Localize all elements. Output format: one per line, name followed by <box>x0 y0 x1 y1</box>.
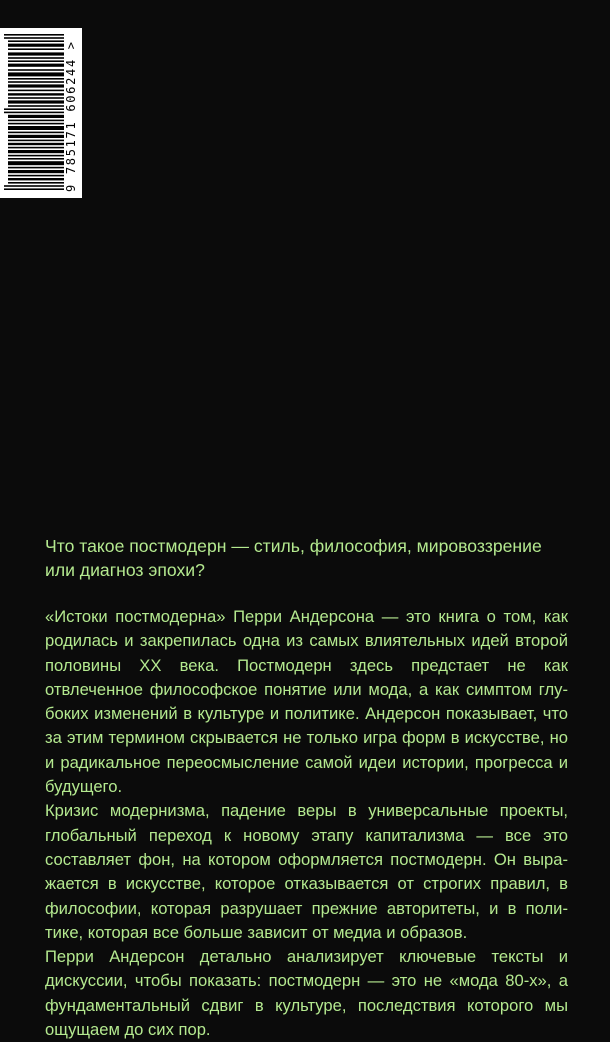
blurb-paragraph-1: «Истоки постмодерна» Перри Андерсона — это книга о том, как родилась и закрепилась одна из самых влиятельных идей второй половины XX века. Постмодерн здесь предстает не как отвлеченное философское понятие или мода, а как симптом глубоких изменений в культуре и политике. Андерсон показывает, что за этим термином скрывается не только игра форм в искусстве, но и радикальное переосмысление самой идеи истории, прогресса и будущего. <box>45 607 568 797</box>
blurb-paragraph-2: Кризис модернизма, падение веры в универсальные проекты, глобальный переход к новому этапу капитализма — все это составляет фон, на котором оформляется постмодерн. Он выражается в искусстве, которое отказывается от строгих правил, в философии, которая разрушает прежние авторитеты, и в политике, которая все больше зависит от медиа и образов. <box>45 801 568 942</box>
isbn-number: 9 785171 606244 > <box>64 40 78 192</box>
isbn-barcode <box>0 28 82 198</box>
blurb-paragraph-3: Перри Андерсон детально анализирует ключевые тексты и дискуссии, чтобы показать: постмодерн — это не «мода 80-х», а фундаментальный сдвиг в культуре, последствия которого мы ощущаем до сих пор. <box>45 947 568 1040</box>
blurb-heading: Что такое постмодерн — стиль, философия, мировоззрение или диагноз эпохи? <box>45 536 542 580</box>
barcode-bars <box>4 34 64 192</box>
back-cover-blurb <box>45 534 568 1042</box>
